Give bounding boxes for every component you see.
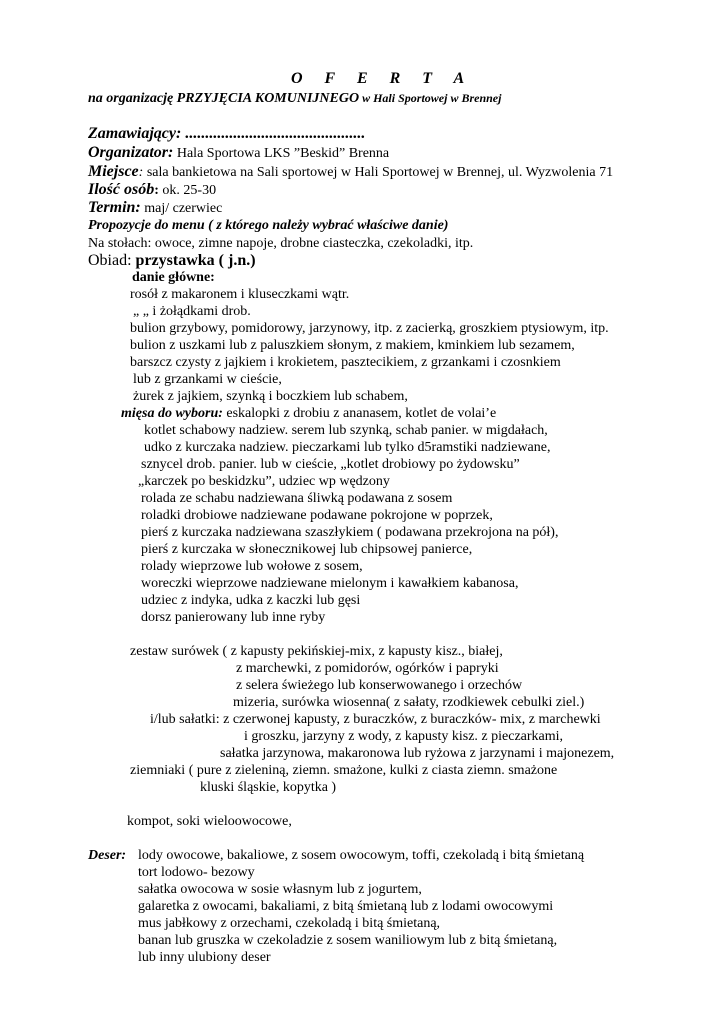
persons-label: Ilość osób: [88, 181, 155, 198]
meats-label: mięsa do wyboru:: [121, 406, 223, 421]
main-dishes-label: danie główne:: [132, 270, 215, 285]
lunch-label: Obiad:: [88, 252, 136, 269]
document-subtitle: [88, 90, 501, 107]
persons-value: ok. 25-30: [158, 183, 217, 198]
meat-item: woreczki wieprzowe nadziewane mielonym i kawałkiem kabanosa,: [141, 576, 519, 591]
meat-item: roladki drobiowe nadziewane podawane pokrojone w poprzek,: [141, 508, 493, 523]
dessert-item: sałatka owocowa w sosie własnym lub z jogurtem,: [138, 882, 422, 897]
salad-set-item: zestaw surówek ( z kapusty pekińskiej-mix, z kapusty kisz., białej,: [130, 644, 503, 659]
potatoes-item: kluski śląskie, kopytka ): [200, 780, 337, 795]
place-value: sala bankietowa na Sali sportowej w Hali Sportowej w Brennej, ul. Wyzwolenia 71: [143, 165, 614, 180]
soup-item: „ „ i żołądkami drob.: [133, 304, 251, 319]
salad-alt-item: sałatka jarzynowa, makaronowa lub ryżowa z jarzynami i majonezem,: [220, 746, 615, 761]
meat-item: „karczek po beskidzku”, udziec wp wędzony: [138, 474, 390, 489]
soup-item: barszcz czysty z jajkiem i krokietem, pasztecikiem, z grzankami i czosnkiem: [130, 355, 561, 370]
soup-item: lub z grzankami w cieście,: [133, 372, 282, 387]
meat-item: pierś z kurczaka nadziewana szaszłykiem ( podawana przekrojona na pół),: [141, 525, 559, 540]
meat-item: udko z kurczaka nadziew. pieczarkami lub tylko d5ramstiki nadziewane,: [144, 440, 551, 455]
soup-item: rosół z makaronem i kluseczkami wątr.: [130, 287, 350, 302]
menu-proposals-heading: Propozycje do menu ( z którego należy wybrać właściwe danie): [88, 218, 449, 233]
dessert-item: tort lodowo- bezowy: [138, 865, 255, 880]
salad-alt-item: i groszku, jarzyny z wody, z kapusty kisz. z pieczarkami,: [244, 729, 564, 744]
persons-colon: :: [154, 183, 159, 198]
date-line: [88, 199, 222, 217]
date-label: Termin:: [88, 199, 141, 216]
organizer-label: Organizator:: [88, 144, 174, 161]
subtitle-rest: w Hali Sportowej w Brennej: [359, 91, 502, 105]
drinks-line: kompot, soki wieloowocowe,: [127, 814, 292, 829]
meat-item: dorsz panierowany lub inne ryby: [141, 610, 326, 625]
meat-item: rolady wieprzowe lub wołowe z sosem,: [141, 559, 363, 574]
salad-set-item: z marchewki, z pomidorów, ogórków i papryki: [236, 661, 499, 676]
place-colon: :: [138, 165, 144, 180]
place-line: [88, 163, 613, 181]
lunch-starter: przystawka ( j.n.): [135, 252, 256, 269]
dessert-label: Deser:: [88, 848, 127, 863]
meats-first-item: eskalopki z drobiu z ananasem, kotlet de volai’e: [222, 406, 497, 421]
meats-first-line: [121, 405, 496, 422]
meat-item: sznycel drob. panier. lub w cieście, „kotlet drobiowy po żydowsku”: [141, 457, 520, 472]
meat-item: pierś z kurczaka w słonecznikowej lub chipsowej panierce,: [141, 542, 473, 557]
subtitle-main: na organizację PRZYJĘCIA KOMUNIJNEGO: [88, 91, 360, 106]
soup-item: bulion z uszkami lub z paluszkiem słonym, z makiem, kminkiem lub sezamem,: [130, 338, 575, 353]
salad-set-item: z selera świeżego lub konserwowanego i orzechów: [236, 678, 523, 693]
dessert-item: lody owocowe, bakaliowe, z sosem owocowym, toffi, czekoladą i bitą śmietaną: [138, 848, 585, 863]
tables-line: Na stołach: owoce, zimne napoje, drobne ciasteczka, czekoladki, itp.: [88, 236, 474, 251]
persons-line: [88, 181, 216, 199]
organizer-line: [88, 144, 389, 162]
dessert-item: galaretka z owocami, bakaliami, z bitą śmietaną lub z lodami owocowymi: [138, 899, 554, 914]
meat-item: udziec z indyka, udka z kaczki lub gęsi: [141, 593, 361, 608]
lunch-line: [88, 252, 256, 269]
salad-set-item: mizeria, surówka wiosenna( z sałaty, rzodkiewek cebulki ziel.): [233, 695, 585, 710]
dessert-item: lub inny ulubiony deser: [138, 950, 271, 965]
date-value: maj/ czerwiec: [140, 201, 223, 216]
document-title: O F E R T A: [291, 70, 474, 87]
meat-item: rolada ze schabu nadziewana śliwką podawana z sosem: [141, 491, 453, 506]
ordering-party-line: Zamawiający: .............................................: [88, 125, 366, 142]
organizer-value: Hala Sportowa LKS ”Beskid” Brenna: [173, 146, 390, 161]
dessert-item: mus jabłkowy z orzechami, czekoladą i bitą śmietaną,: [138, 916, 441, 931]
dessert-item: banan lub gruszka w czekoladzie z sosem waniliowym lub z bitą śmietaną,: [138, 933, 558, 948]
meat-item: kotlet schabowy nadziew. serem lub szynką, schab panier. w migdałach,: [144, 423, 548, 438]
place-label: Miejsce: [88, 163, 139, 180]
soup-item: bulion grzybowy, pomidorowy, jarzynowy, itp. z zacierką, groszkiem ptysiowym, itp.: [130, 321, 609, 336]
soup-item: żurek z jajkiem, szynką i boczkiem lub schabem,: [133, 389, 408, 404]
potatoes-item: ziemniaki ( pure z zieleniną, ziemn. smażone, kulki z ciasta ziemn. smażone: [130, 763, 558, 778]
salad-alt-item: i/lub sałatki: z czerwonej kapusty, z buraczków, z buraczków- mix, z marchewki: [150, 712, 601, 727]
